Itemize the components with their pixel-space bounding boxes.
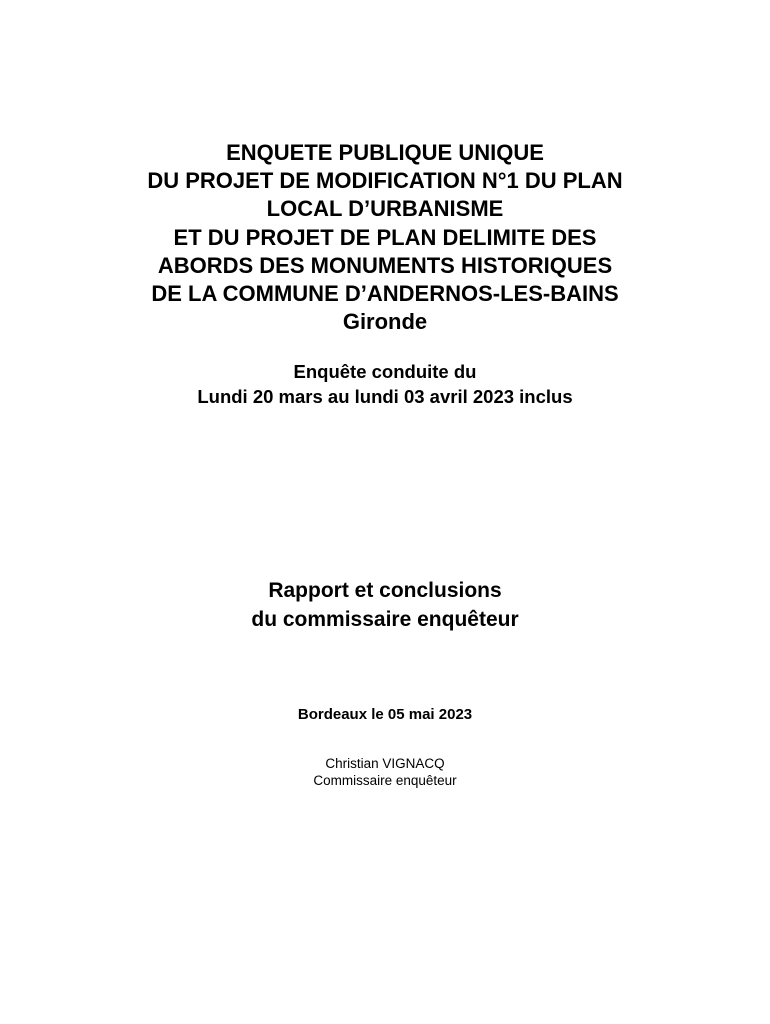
- title-line: DU PROJET DE MODIFICATION N°1 DU PLAN: [147, 168, 623, 194]
- title-line: ET DU PROJET DE PLAN DELIMITE DES: [173, 224, 597, 250]
- place-and-date: Bordeaux le 05 mai 2023: [297, 706, 473, 723]
- inquiry-period: [60, 360, 710, 409]
- signature-block: [60, 756, 710, 789]
- report-heading: [60, 576, 710, 634]
- period-line: Enquête conduite du: [293, 361, 477, 382]
- document-title: [60, 139, 710, 336]
- title-line: LOCAL D’URBANISME: [266, 196, 504, 222]
- title-line: ABORDS DES MONUMENTS HISTORIQUES: [157, 252, 613, 278]
- signatory-role: Commissaire enquêteur: [313, 772, 457, 788]
- title-line: Gironde: [342, 309, 428, 335]
- title-line: ENQUETE PUBLIQUE UNIQUE: [226, 140, 544, 165]
- period-line: Lundi 20 mars au lundi 03 avril 2023 inclus: [197, 385, 573, 407]
- report-line: du commissaire enquêteur: [251, 608, 519, 631]
- title-line: DE LA COMMUNE D’ANDERNOS-LES-BAINS: [151, 281, 619, 307]
- report-line: Rapport et conclusions: [268, 579, 502, 602]
- signatory-name: Christian VIGNACQ: [325, 756, 445, 771]
